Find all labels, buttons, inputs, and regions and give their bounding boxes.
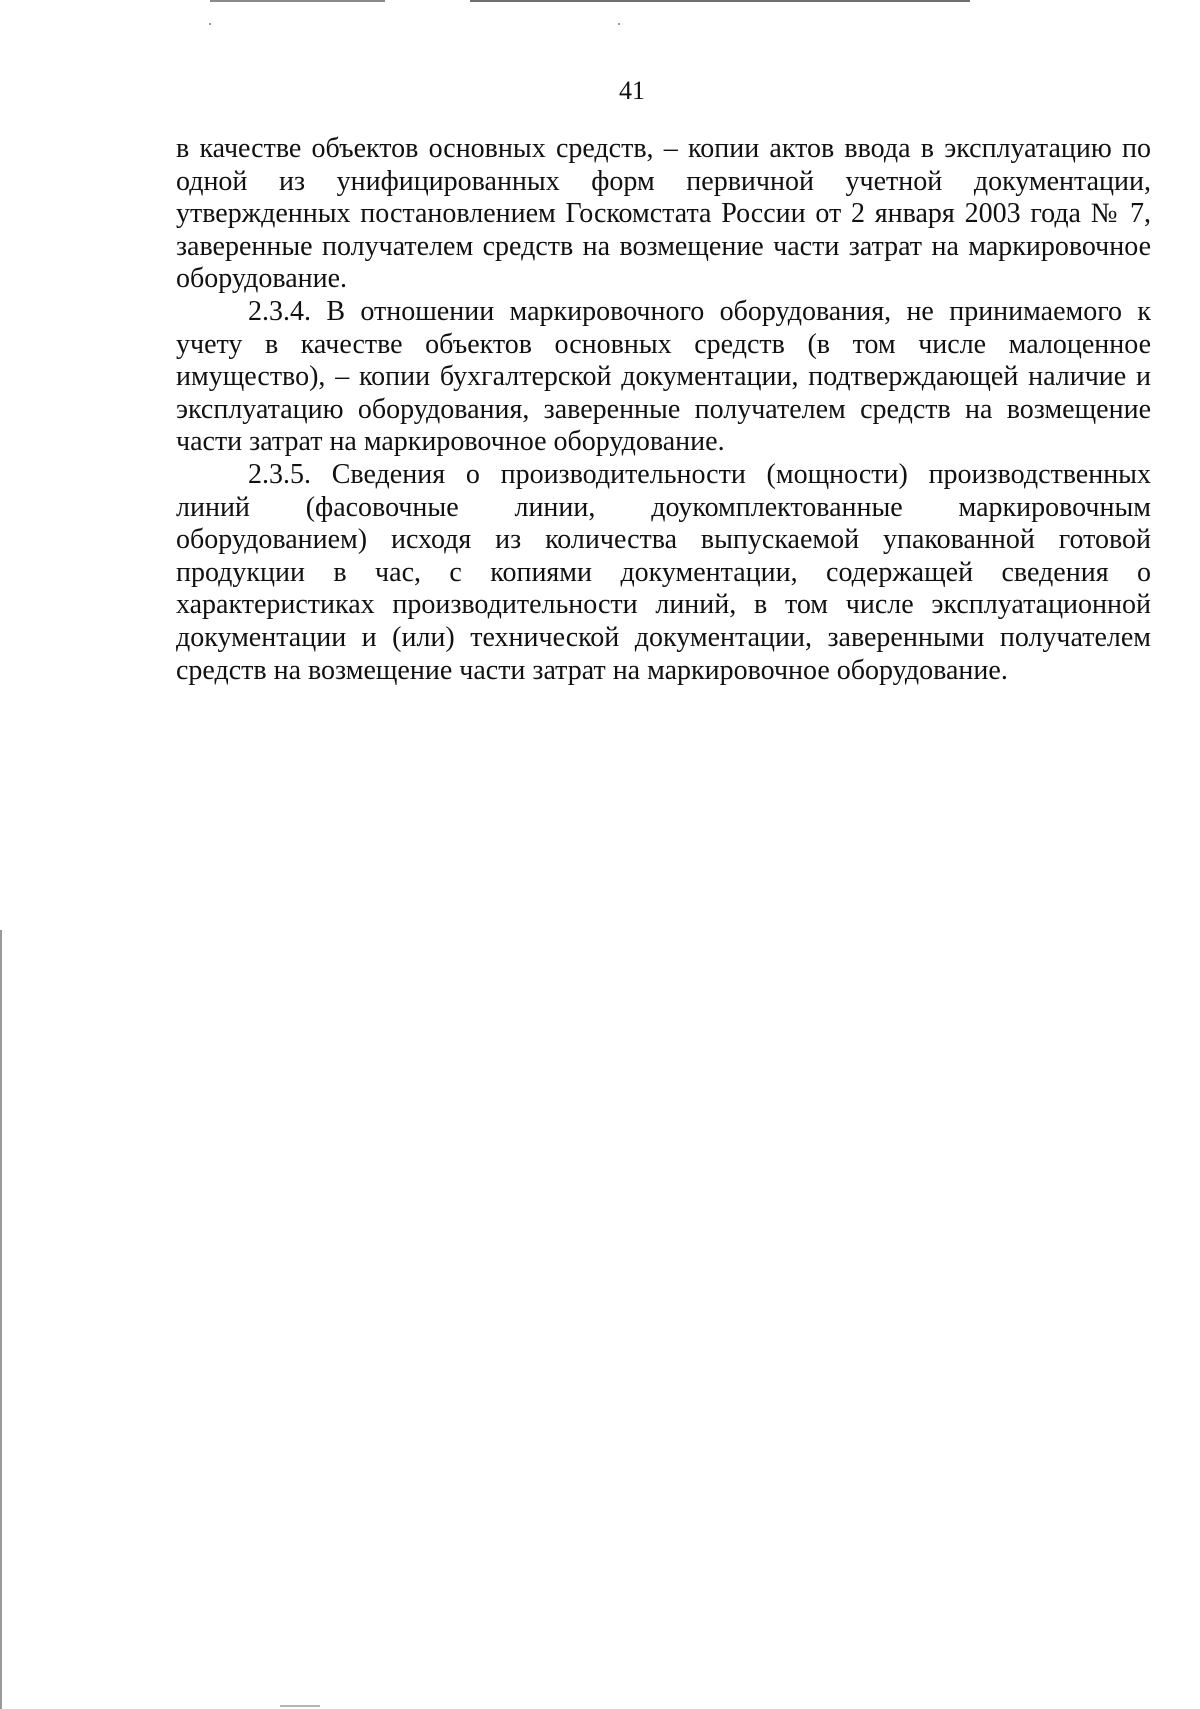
scan-speck: [209, 23, 211, 25]
document-body: [176, 133, 1151, 687]
scan-artifact-top-left: [210, 0, 385, 2]
paragraph-continuation: в качестве объектов основных средств, – копии актов ввода в эксплуатацию по одной из унифицированных форм первичной учетной документации, утвержденных постановлением Госкомстата России от 2 января 2003 года № 7, заверенные получателем средств на возмещение части затрат на маркировочное оборудование.: [176, 133, 1151, 295]
paragraph-clause-2-3-5: 2.3.5. Сведения о производительности (мощности) производственных линий (фасовочные линии, доукомплектованные маркировочным оборудованием) исходя из количества выпускаемой упакованной готовой продукции в час, с копиями документации, содержащей сведения о характеристиках производительности линий, в том числе эксплуатационной документации и (или) технической документации, заверенными получателем средств на возмещение части затрат на маркировочное оборудование.: [176, 458, 1151, 686]
scan-artifact-left-edge: [0, 930, 2, 1709]
scan-artifact-top-right: [470, 0, 970, 2]
scan-speck: [618, 23, 620, 25]
scan-artifact-bottom: [280, 1705, 320, 1707]
page-number: 41: [619, 76, 645, 105]
paragraph-clause-2-3-4: 2.3.4. В отношении маркировочного оборудования, не принимаемого к учету в качестве объектов основных средств (в том числе малоценное имущество), – копии бухгалтерской документации, подтверждающей наличие и эксплуатацию оборудования, заверенные получателем средств на возмещение части затрат на маркировочное оборудование.: [176, 295, 1151, 458]
